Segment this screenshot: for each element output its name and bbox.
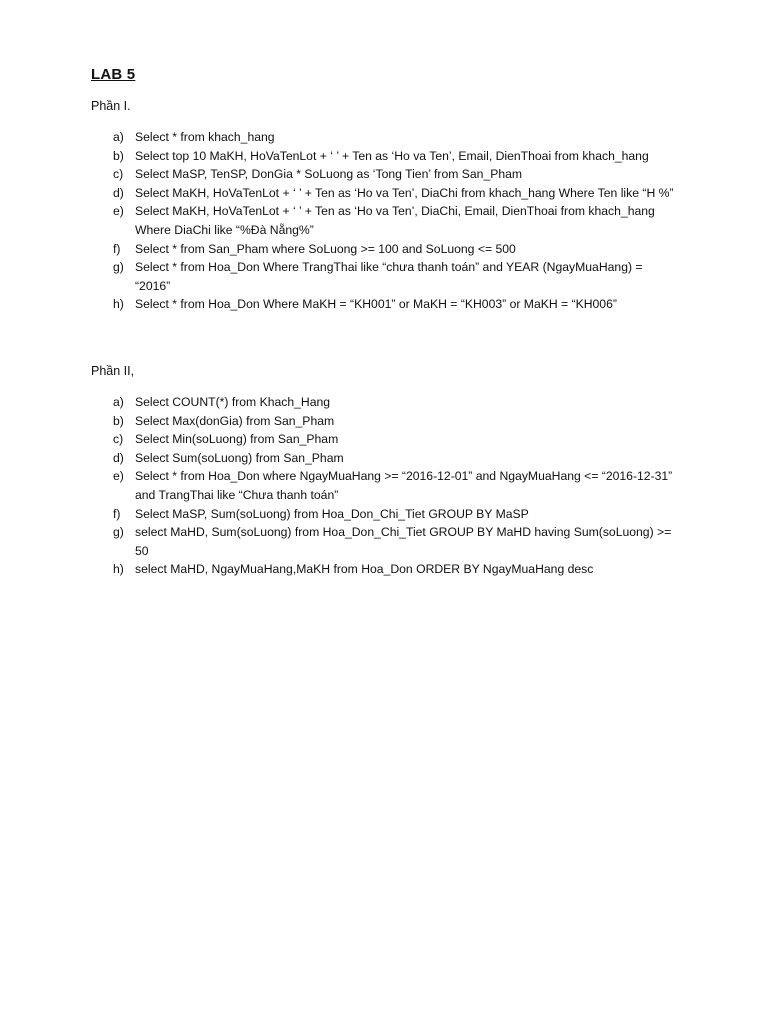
list-item	[113, 147, 678, 166]
list-item	[113, 467, 678, 504]
list-marker: c)	[113, 167, 124, 182]
list-item	[113, 165, 678, 184]
list-item-text: Select Max(donGia) from San_Pham	[135, 413, 335, 428]
list-item-text: Select * from Hoa_Don where NgayMuaHang >= “2016-12-01” and NgayMuaHang <= “2016-12-31” and TrangThai like “Chưa thanh toán”	[135, 469, 673, 502]
list-marker: e)	[113, 469, 124, 484]
list-item	[113, 449, 678, 468]
list-item-text: Select MaKH, HoVaTenLot + ‘ ’ + Ten as ‘Ho va Ten’, DiaChi, Email, DienThoai from khach_hang Where DiaChi like “%Đà Nẵng%”	[135, 204, 655, 237]
list-item	[113, 412, 678, 431]
list-item	[113, 295, 678, 314]
list-marker: a)	[113, 395, 124, 409]
list-marker: b)	[113, 413, 124, 428]
list-item-text: Select * from Hoa_Don Where TrangThai like “chưa thanh toán” and YEAR (NgayMuaHang) = “2016”	[135, 260, 643, 293]
list-item	[113, 184, 678, 203]
list-item	[113, 430, 678, 449]
part1-heading: Phần I.	[91, 99, 131, 113]
list-marker: a)	[113, 130, 124, 144]
list-item-text: Select * from Hoa_Don Where MaKH = “KH001” or MaKH = “KH003” or MaKH = “KH006”	[135, 297, 617, 312]
list-item	[113, 505, 678, 524]
list-item	[113, 202, 678, 239]
list-marker: h)	[113, 297, 124, 312]
list-marker: g)	[113, 525, 124, 540]
document-title: LAB 5	[91, 66, 136, 83]
list-marker: d)	[113, 450, 124, 465]
part1-list	[113, 128, 678, 314]
list-marker: h)	[113, 562, 124, 577]
list-item-text: Select COUNT(*) from Khach_Hang	[135, 395, 331, 409]
list-item-text: Select MaSP, TenSP, DonGia * SoLuong as ‘Tong Tien’ from San_Pham	[135, 167, 523, 182]
list-item-text: Select * from khach_hang	[135, 130, 275, 144]
list-marker: c)	[113, 432, 124, 447]
list-item	[113, 128, 678, 147]
list-marker: b)	[113, 148, 124, 163]
list-item-text: Select top 10 MaKH, HoVaTenLot + ‘ ’ + Ten as ‘Ho va Ten’, Email, DienThoai from khach_hang	[135, 148, 649, 163]
list-marker: f)	[113, 241, 121, 256]
list-item-text: Select Min(soLuong) from San_Pham	[135, 432, 339, 447]
list-item	[113, 523, 678, 560]
list-item	[113, 258, 678, 295]
list-item-text: select MaHD, NgayMuaHang,MaKH from Hoa_Don ORDER BY NgayMuaHang desc	[135, 562, 594, 577]
list-item	[113, 560, 678, 579]
list-item-text: Select MaSP, Sum(soLuong) from Hoa_Don_Chi_Tiet GROUP BY MaSP	[135, 506, 529, 521]
list-item-text: Select Sum(soLuong) from San_Pham	[135, 450, 344, 465]
list-item-text: Select * from San_Pham where SoLuong >= 100 and SoLuong <= 500	[135, 241, 516, 256]
list-marker: e)	[113, 204, 124, 219]
list-item	[113, 240, 678, 259]
list-item-text: select MaHD, Sum(soLuong) from Hoa_Don_Chi_Tiet GROUP BY MaHD having Sum(soLuong) >= 50	[135, 525, 672, 558]
list-item-text: Select MaKH, HoVaTenLot + ‘ ’ + Ten as ‘Ho va Ten’, DiaChi from khach_hang Where Ten like “H %”	[135, 185, 674, 200]
part2-heading: Phần II,	[91, 364, 135, 378]
part2-list	[113, 393, 678, 579]
list-item	[113, 393, 678, 412]
list-marker: g)	[113, 260, 124, 275]
list-marker: f)	[113, 506, 121, 521]
list-marker: d)	[113, 185, 124, 200]
